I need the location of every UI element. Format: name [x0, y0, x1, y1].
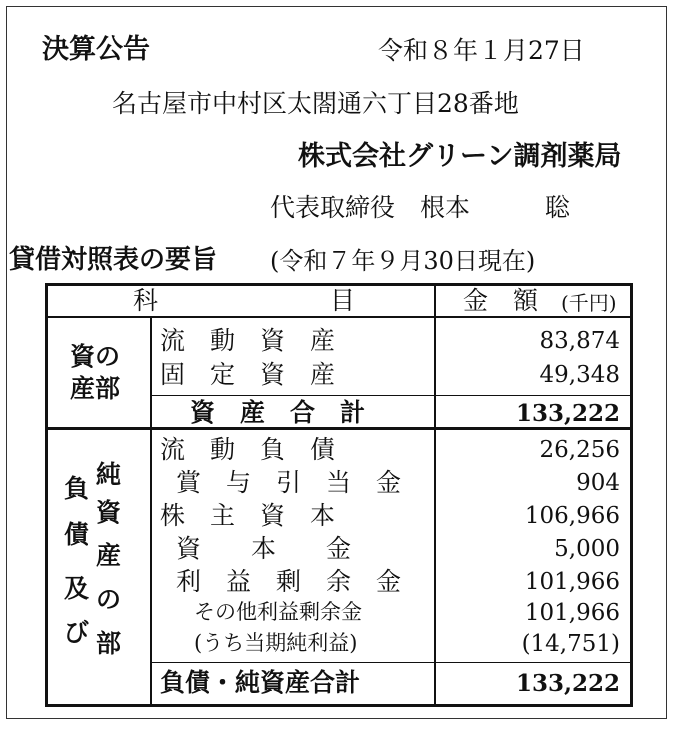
company-address: 名古屋市中村区太閤通六丁目28番地	[112, 89, 519, 118]
row-label: 流 動 資 産	[160, 326, 336, 355]
company-name: 株式会社グリーン調剤薬局	[298, 141, 622, 172]
assets-total-divider	[150, 395, 630, 396]
liabilities-label-char: 部	[96, 629, 122, 658]
balance-sheet-date: (令和７年９月30日現在)	[270, 247, 536, 275]
row-value: 83,874	[539, 328, 620, 354]
assets-section-label-1: 資の	[70, 342, 121, 371]
liabilities-total-label: 負債・純資産合計	[160, 668, 361, 697]
notice-title: 決算公告	[42, 34, 150, 65]
balance-sheet-table	[45, 283, 633, 707]
row-label: 株 主 資 本	[160, 501, 336, 530]
liabilities-label-char: の	[96, 585, 122, 614]
assets-total-label: 資 産 合 計	[190, 398, 366, 427]
row-value: 49,348	[539, 362, 620, 388]
row-label: その他利益剰余金	[194, 600, 362, 624]
liabilities-label-char: 純	[96, 460, 122, 489]
liabilities-label-char: 債	[64, 520, 90, 549]
liabilities-label-char: び	[64, 618, 90, 647]
assets-total-value: 133,222	[515, 400, 620, 427]
liabilities-label-char: 負	[64, 474, 90, 503]
header-divider	[48, 316, 630, 318]
row-label: 利 益 剰 余 金	[176, 567, 402, 596]
row-value: 5,000	[554, 536, 620, 562]
section-label-divider	[150, 316, 152, 704]
liabilities-total-divider	[150, 662, 630, 663]
row-value: 106,966	[524, 503, 620, 529]
liabilities-label-char: 産	[96, 541, 122, 570]
row-value: 101,966	[524, 569, 620, 595]
row-value: 26,256	[539, 437, 620, 463]
balance-sheet-heading: 貸借対照表の要旨	[9, 245, 218, 275]
liabilities-label-char: 及	[64, 574, 90, 603]
representative: 代表取締役 根本 聡	[270, 193, 571, 222]
row-label: (うち当期純利益)	[194, 631, 358, 655]
liabilities-label-char: 資	[96, 498, 122, 527]
header-amount: 金 額	[463, 286, 539, 315]
row-value: (14,751)	[521, 631, 620, 657]
row-value: 101,966	[524, 600, 620, 626]
header-subject-2: 目	[330, 286, 356, 315]
header-subject-1: 科	[133, 286, 159, 315]
row-label: 流 動 負 債	[160, 435, 336, 464]
header-unit: (千円)	[561, 291, 617, 315]
amount-column-divider	[434, 286, 436, 704]
row-value: 904	[576, 470, 620, 496]
liabilities-total-value: 133,222	[515, 670, 620, 697]
notice-date: 令和８年１月27日	[378, 36, 585, 65]
section-divider	[48, 427, 630, 430]
assets-section-label-2: 産部	[70, 374, 121, 403]
row-label: 固 定 資 産	[160, 360, 336, 389]
row-label: 賞 与 引 当 金	[176, 468, 402, 497]
row-label: 資 本 金	[176, 534, 352, 563]
